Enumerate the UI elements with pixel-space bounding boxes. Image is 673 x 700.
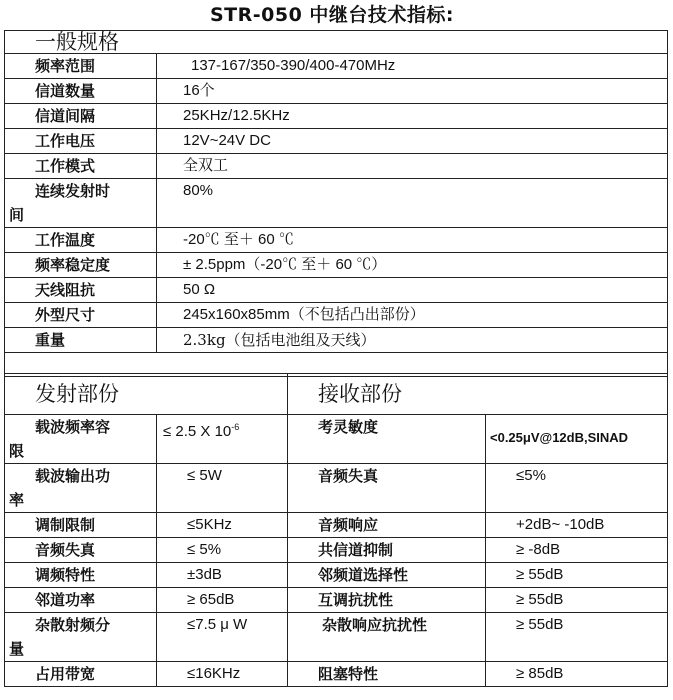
rx-label [288, 513, 486, 538]
rx-label-text: 考灵敏度 [318, 418, 379, 436]
spec-value: 50 Ω [157, 278, 668, 303]
spec-label [5, 253, 157, 278]
spec-value: ± 2.5ppm（-20℃ 至＋ 60 ℃） [157, 253, 668, 278]
tx-value-exponent: -6 [231, 422, 240, 432]
spec-label [5, 228, 157, 253]
spec-label [5, 278, 157, 303]
spec-label-text: 重量 [35, 331, 66, 349]
tx-label-text: 邻道功率 [35, 591, 96, 609]
tx-label [5, 662, 157, 687]
general-spec-table [4, 30, 668, 377]
tx-label [5, 464, 157, 513]
spec-label-text: 信道间隔 [35, 107, 96, 125]
tx-rx-spec-table [4, 373, 668, 687]
rx-label-text: 音频失真 [318, 467, 379, 485]
spec-value: 全双工 [157, 154, 668, 179]
tx-label-text: 调频特性 [35, 566, 96, 584]
spec-value: -20℃ 至＋ 60 ℃ [157, 228, 668, 253]
rx-label [288, 588, 486, 613]
spec-value: 80% [157, 179, 668, 228]
tx-value [157, 415, 288, 464]
tx-label-text: 占用带宽 [35, 665, 96, 683]
spec-label-line2: 间 [9, 206, 25, 224]
tx-label [5, 588, 157, 613]
rx-label-text: 阻塞特性 [318, 665, 379, 683]
tx-value: ≤5KHz [157, 513, 288, 538]
tx-label-text: 音频失真 [35, 541, 96, 559]
tx-value-text: ≤ 2.5 X 10 [163, 423, 232, 440]
tx-label [5, 613, 157, 662]
tx-value: ±3dB [157, 563, 288, 588]
rx-label-text: 音频响应 [318, 516, 379, 534]
rx-heading: 接收部份 [288, 374, 668, 415]
spec-label-text: 工作模式 [35, 157, 96, 175]
rx-label [288, 415, 486, 464]
tx-label [5, 538, 157, 563]
spec-value: 12V~24V DC [157, 129, 668, 154]
tx-label [5, 563, 157, 588]
rx-value: ≥ 55dB [486, 613, 668, 662]
rx-label [288, 464, 486, 513]
spec-label [5, 303, 157, 328]
tx-value: ≤16KHz [157, 662, 288, 687]
spec-label-text: 外型尺寸 [35, 306, 96, 324]
spec-label-text: 工作温度 [35, 231, 96, 249]
tx-label-line1: 载波输出功 [35, 467, 111, 485]
spec-label-text: 频率稳定度 [35, 256, 111, 274]
spec-label-text: 工作电压 [35, 132, 96, 150]
tx-label-line2: 限 [9, 442, 25, 460]
tx-value: ≤7.5 μ W [157, 613, 288, 662]
spec-frame [4, 30, 667, 693]
tx-label-text: 调制限制 [35, 516, 96, 534]
spec-label-text: 频率范围 [35, 57, 96, 75]
spec-value: 2.3kg（包括电池组及天线） [157, 328, 668, 353]
tx-label-line2: 量 [9, 640, 25, 658]
tx-label [5, 415, 157, 464]
document-title: STR-050 中继台技术指标: [209, 4, 455, 26]
rx-label [288, 662, 486, 687]
tx-value: ≥ 65dB [157, 588, 288, 613]
tx-label-line1: 杂散射频分 [35, 616, 111, 634]
rx-label-text: 共信道抑制 [318, 541, 394, 559]
tx-label-line2: 率 [9, 491, 25, 509]
spec-value: 245x160x85mm（不包括凸出部份） [157, 303, 668, 328]
spec-label [5, 129, 157, 154]
rx-label [288, 538, 486, 563]
rx-value: ≥ 85dB [486, 662, 668, 687]
rx-label [288, 613, 486, 662]
spec-label [5, 79, 157, 104]
rx-value: ≥ 55dB [486, 588, 668, 613]
spec-label-line1: 连续发射时 [35, 182, 111, 200]
spec-label [5, 54, 157, 79]
tx-heading: 发射部份 [5, 374, 288, 415]
spec-value: 137-167/350-390/400-470MHz [157, 54, 668, 79]
spec-label [5, 179, 157, 228]
spec-label-text: 天线阻抗 [35, 281, 96, 299]
spec-label [5, 104, 157, 129]
spec-value: 25KHz/12.5KHz [157, 104, 668, 129]
spec-label [5, 154, 157, 179]
rx-label-text: 邻频道选择性 [318, 566, 409, 584]
rx-label-text: 互调抗扰性 [318, 591, 394, 609]
rx-value: +2dB~ -10dB [486, 513, 668, 538]
tx-value: ≤ 5W [157, 464, 288, 513]
spec-label-text: 信道数量 [35, 82, 96, 100]
tx-label-line1: 载波频率容 [35, 418, 111, 436]
rx-label [288, 563, 486, 588]
rx-label-text: 杂散响应抗扰性 [322, 616, 428, 634]
rx-value: ≥ 55dB [486, 563, 668, 588]
rx-value: ≥ -8dB [486, 538, 668, 563]
rx-value: <0.25μV@12dB,SINAD [486, 415, 668, 464]
spec-value: 16个 [157, 79, 668, 104]
tx-label [5, 513, 157, 538]
spec-label [5, 328, 157, 353]
tx-value: ≤ 5% [157, 538, 288, 563]
general-heading: 一般规格 [5, 31, 668, 54]
rx-value: ≤5% [486, 464, 668, 513]
